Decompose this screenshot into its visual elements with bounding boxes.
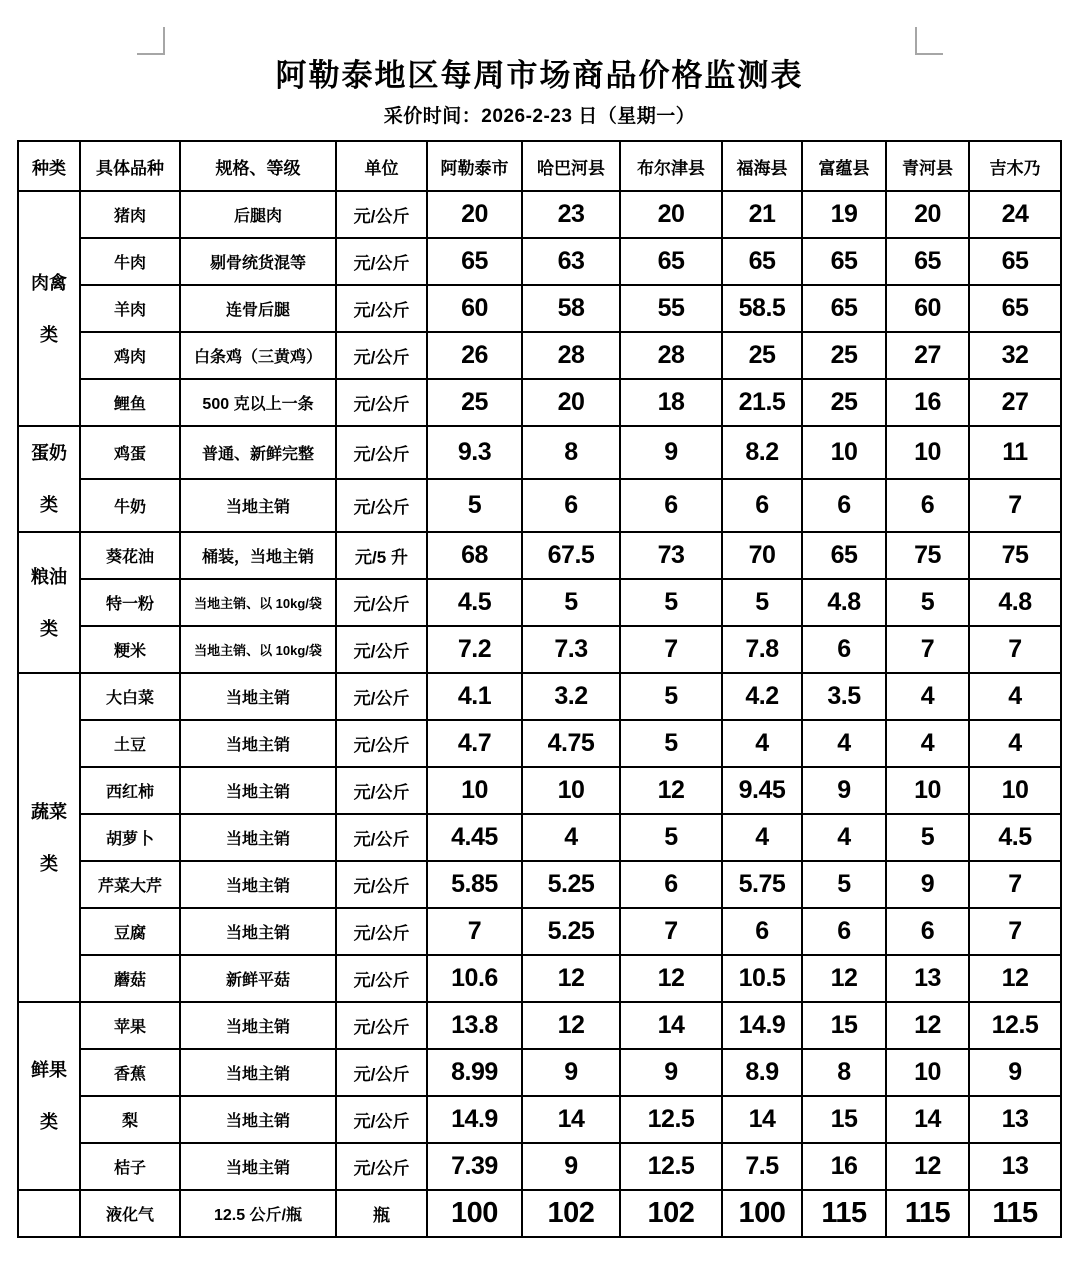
unit-cell: 瓶: [336, 1190, 427, 1237]
unit-cell: 元/公斤: [336, 1002, 427, 1049]
price-cell: 65: [620, 238, 722, 285]
category-line: 鲜果: [31, 1060, 67, 1080]
column-header: 规格、等级: [180, 141, 336, 191]
price-cell: 6: [802, 626, 886, 673]
item-name-cell: 胡萝卜: [80, 814, 180, 861]
price-cell: 9.45: [722, 767, 802, 814]
price-cell: 21.5: [722, 379, 802, 426]
price-cell: 115: [969, 1190, 1061, 1237]
column-header: 阿勒泰市: [427, 141, 522, 191]
category-line: 粮油: [31, 566, 67, 587]
price-cell: 3.5: [802, 673, 886, 720]
unit-cell: 元/5 升: [336, 532, 427, 579]
table-row: [18, 1049, 1061, 1096]
price-cell: 8: [802, 1049, 886, 1096]
price-cell: 4: [722, 720, 802, 767]
price-cell: 7: [620, 908, 722, 955]
price-cell: 115: [802, 1190, 886, 1237]
spec-cell: 连骨后腿: [180, 285, 336, 332]
price-cell: 4: [802, 814, 886, 861]
column-header: 青河县: [886, 141, 969, 191]
price-cell: 14: [522, 1096, 620, 1143]
table-row: [18, 238, 1061, 285]
price-cell: 75: [969, 532, 1061, 579]
price-cell: 4.75: [522, 720, 620, 767]
price-cell: 5.75: [722, 861, 802, 908]
category-cell: [18, 1190, 80, 1237]
category-line: 类: [40, 495, 58, 515]
price-cell: 10: [886, 1049, 969, 1096]
price-cell: 10: [886, 767, 969, 814]
price-cell: 5: [620, 579, 722, 626]
price-cell: 10: [969, 767, 1061, 814]
price-cell: 5: [886, 579, 969, 626]
table-row: [18, 191, 1061, 238]
category-cell: [18, 191, 80, 426]
price-cell: 7.2: [427, 626, 522, 673]
price-cell: 4: [802, 720, 886, 767]
price-cell: 25: [802, 379, 886, 426]
unit-cell: 元/公斤: [336, 955, 427, 1002]
item-name-cell: 葵花油: [80, 532, 180, 579]
item-name-cell: 粳米: [80, 626, 180, 673]
spec-cell: 500 克以上一条: [180, 379, 336, 426]
price-cell: 5.25: [522, 908, 620, 955]
unit-cell: 元/公斤: [336, 673, 427, 720]
table-row: [18, 673, 1061, 720]
price-cell: 4.5: [427, 579, 522, 626]
price-cell: 25: [802, 332, 886, 379]
category-cell: [18, 532, 80, 673]
item-name-cell: 苹果: [80, 1002, 180, 1049]
price-cell: 12.5: [620, 1096, 722, 1143]
price-cell: 14: [722, 1096, 802, 1143]
unit-cell: 元/公斤: [336, 426, 427, 479]
price-cell: 20: [427, 191, 522, 238]
price-cell: 24: [969, 191, 1061, 238]
price-table: [17, 140, 1062, 1238]
price-cell: 73: [620, 532, 722, 579]
price-cell: 12: [969, 955, 1061, 1002]
price-cell: 6: [802, 908, 886, 955]
column-header: 种类: [18, 141, 80, 191]
price-cell: 4: [969, 720, 1061, 767]
price-cell: 7.5: [722, 1143, 802, 1190]
price-cell: 4.2: [722, 673, 802, 720]
price-cell: 11: [969, 426, 1061, 479]
category-line: 类: [40, 324, 58, 345]
category-cell: [18, 426, 80, 532]
header-row: [18, 141, 1061, 191]
table-row: [18, 955, 1061, 1002]
price-cell: 12: [522, 955, 620, 1002]
price-cell: 7: [620, 626, 722, 673]
price-cell: 4: [886, 673, 969, 720]
price-cell: 13.8: [427, 1002, 522, 1049]
price-cell: 5: [886, 814, 969, 861]
price-cell: 21: [722, 191, 802, 238]
table-body: [18, 191, 1061, 1237]
spec-cell: 白条鸡（三黄鸡）: [180, 332, 336, 379]
price-cell: 12: [522, 1002, 620, 1049]
price-cell: 65: [969, 238, 1061, 285]
price-cell: 60: [427, 285, 522, 332]
price-cell: 10: [886, 426, 969, 479]
category-line: 蛋奶: [31, 443, 67, 463]
category-cell: [18, 673, 80, 1002]
price-cell: 6: [522, 479, 620, 532]
spec-cell: 当地主销: [180, 479, 336, 532]
unit-cell: 元/公斤: [336, 720, 427, 767]
column-header: 富蕴县: [802, 141, 886, 191]
price-cell: 75: [886, 532, 969, 579]
price-cell: 6: [620, 861, 722, 908]
price-cell: 9: [969, 1049, 1061, 1096]
price-cell: 18: [620, 379, 722, 426]
price-cell: 10: [522, 767, 620, 814]
price-cell: 13: [969, 1096, 1061, 1143]
item-name-cell: 芹菜大芹: [80, 861, 180, 908]
spec-cell: 当地主销: [180, 861, 336, 908]
unit-cell: 元/公斤: [336, 908, 427, 955]
price-cell: 7.8: [722, 626, 802, 673]
table-row: [18, 426, 1061, 479]
price-cell: 8.99: [427, 1049, 522, 1096]
price-cell: 100: [427, 1190, 522, 1237]
price-cell: 115: [886, 1190, 969, 1237]
price-cell: 9.3: [427, 426, 522, 479]
category-cell: [18, 1002, 80, 1190]
price-cell: 16: [802, 1143, 886, 1190]
spec-cell: 剔骨统货混等: [180, 238, 336, 285]
price-cell: 10.6: [427, 955, 522, 1002]
price-cell: 65: [802, 285, 886, 332]
table-row: [18, 1190, 1061, 1237]
table-row: [18, 1002, 1061, 1049]
price-cell: 14: [886, 1096, 969, 1143]
price-cell: 27: [969, 379, 1061, 426]
price-cell: 12.5: [969, 1002, 1061, 1049]
unit-cell: 元/公斤: [336, 1143, 427, 1190]
price-cell: 20: [886, 191, 969, 238]
item-name-cell: 梨: [80, 1096, 180, 1143]
spec-cell: 当地主销: [180, 908, 336, 955]
spec-cell: 桶装，当地主销: [180, 532, 336, 579]
price-cell: 63: [522, 238, 620, 285]
price-cell: 6: [802, 479, 886, 532]
price-cell: 5: [620, 720, 722, 767]
price-cell: 65: [427, 238, 522, 285]
price-cell: 26: [427, 332, 522, 379]
table-row: [18, 579, 1061, 626]
spec-cell: 当地主销: [180, 814, 336, 861]
price-cell: 15: [802, 1096, 886, 1143]
unit-cell: 元/公斤: [336, 767, 427, 814]
price-cell: 16: [886, 379, 969, 426]
price-cell: 4: [522, 814, 620, 861]
price-cell: 65: [802, 532, 886, 579]
price-cell: 20: [620, 191, 722, 238]
spec-cell: 后腿肉: [180, 191, 336, 238]
table-row: [18, 1096, 1061, 1143]
price-cell: 58.5: [722, 285, 802, 332]
price-cell: 25: [427, 379, 522, 426]
price-cell: 8.2: [722, 426, 802, 479]
table-row: [18, 285, 1061, 332]
price-cell: 9: [620, 426, 722, 479]
spec-cell: 当地主销: [180, 1002, 336, 1049]
price-cell: 12: [802, 955, 886, 1002]
price-cell: 23: [522, 191, 620, 238]
table-row: [18, 720, 1061, 767]
item-name-cell: 香蕉: [80, 1049, 180, 1096]
price-cell: 6: [722, 908, 802, 955]
price-cell: 5.85: [427, 861, 522, 908]
column-header: 单位: [336, 141, 427, 191]
item-name-cell: 豆腐: [80, 908, 180, 955]
price-cell: 4.7: [427, 720, 522, 767]
price-cell: 12: [620, 955, 722, 1002]
price-cell: 14: [620, 1002, 722, 1049]
price-cell: 5: [802, 861, 886, 908]
price-cell: 7: [886, 626, 969, 673]
price-cell: 7: [969, 861, 1061, 908]
unit-cell: 元/公斤: [336, 479, 427, 532]
price-cell: 9: [802, 767, 886, 814]
price-cell: 5: [522, 579, 620, 626]
price-cell: 6: [722, 479, 802, 532]
item-name-cell: 土豆: [80, 720, 180, 767]
spec-cell: 当地主销: [180, 673, 336, 720]
item-name-cell: 鲤鱼: [80, 379, 180, 426]
price-cell: 6: [886, 908, 969, 955]
page-title: 阿勒泰地区每周市场商品价格监测表: [275, 58, 804, 93]
price-cell: 58: [522, 285, 620, 332]
item-name-cell: 大白菜: [80, 673, 180, 720]
price-cell: 5: [620, 673, 722, 720]
price-cell: 67.5: [522, 532, 620, 579]
price-cell: 19: [802, 191, 886, 238]
unit-cell: 元/公斤: [336, 332, 427, 379]
item-name-cell: 液化气: [80, 1190, 180, 1237]
price-cell: 12.5: [620, 1143, 722, 1190]
price-cell: 3.2: [522, 673, 620, 720]
price-cell: 7.3: [522, 626, 620, 673]
table-row: [18, 767, 1061, 814]
table-row: [18, 1143, 1061, 1190]
table-row: [18, 861, 1061, 908]
price-cell: 13: [886, 955, 969, 1002]
price-cell: 8.9: [722, 1049, 802, 1096]
price-cell: 7.39: [427, 1143, 522, 1190]
price-cell: 4.45: [427, 814, 522, 861]
spec-cell: 普通、新鲜完整: [180, 426, 336, 479]
price-cell: 9: [620, 1049, 722, 1096]
price-cell: 14.9: [722, 1002, 802, 1049]
price-cell: 65: [802, 238, 886, 285]
item-name-cell: 西红柿: [80, 767, 180, 814]
price-cell: 12: [620, 767, 722, 814]
spec-cell: 当地主销: [180, 720, 336, 767]
unit-cell: 元/公斤: [336, 861, 427, 908]
price-cell: 4.8: [969, 579, 1061, 626]
price-cell: 7: [969, 908, 1061, 955]
column-header: 布尔津县: [620, 141, 722, 191]
table-row: [18, 908, 1061, 955]
category-line: 类: [40, 618, 58, 639]
item-name-cell: 羊肉: [80, 285, 180, 332]
price-cell: 6: [886, 479, 969, 532]
column-header: 哈巴河县: [522, 141, 620, 191]
item-name-cell: 鸡蛋: [80, 426, 180, 479]
price-cell: 4: [886, 720, 969, 767]
item-name-cell: 桔子: [80, 1143, 180, 1190]
price-cell: 9: [522, 1049, 620, 1096]
price-cell: 55: [620, 285, 722, 332]
price-cell: 25: [722, 332, 802, 379]
price-cell: 28: [620, 332, 722, 379]
item-name-cell: 鸡肉: [80, 332, 180, 379]
category-line: 类: [40, 1112, 58, 1132]
price-cell: 10.5: [722, 955, 802, 1002]
unit-cell: 元/公斤: [336, 814, 427, 861]
unit-cell: 元/公斤: [336, 285, 427, 332]
column-header: 吉木乃: [969, 141, 1061, 191]
price-cell: 5.25: [522, 861, 620, 908]
unit-cell: 元/公斤: [336, 191, 427, 238]
price-cell: 32: [969, 332, 1061, 379]
category-line: 类: [40, 853, 58, 874]
price-cell: 6: [620, 479, 722, 532]
spec-cell: 当地主销: [180, 1143, 336, 1190]
price-collection-date: 采价时间：2026-2-23 日（星期一）: [383, 106, 696, 127]
unit-cell: 元/公斤: [336, 579, 427, 626]
price-cell: 65: [969, 285, 1061, 332]
price-cell: 60: [886, 285, 969, 332]
price-cell: 20: [522, 379, 620, 426]
spec-cell: 当地主销、以 10kg/袋: [180, 626, 336, 673]
table-row: [18, 332, 1061, 379]
price-cell: 14.9: [427, 1096, 522, 1143]
price-cell: 100: [722, 1190, 802, 1237]
price-cell: 7: [427, 908, 522, 955]
price-cell: 4.8: [802, 579, 886, 626]
price-cell: 65: [722, 238, 802, 285]
unit-cell: 元/公斤: [336, 1096, 427, 1143]
spec-cell: 当地主销: [180, 767, 336, 814]
column-header: 具体品种: [80, 141, 180, 191]
price-cell: 27: [886, 332, 969, 379]
price-cell: 70: [722, 532, 802, 579]
price-cell: 13: [969, 1143, 1061, 1190]
item-name-cell: 蘑菇: [80, 955, 180, 1002]
price-cell: 102: [620, 1190, 722, 1237]
item-name-cell: 牛肉: [80, 238, 180, 285]
price-cell: 15: [802, 1002, 886, 1049]
column-header: 福海县: [722, 141, 802, 191]
category-line: 蔬菜: [31, 801, 67, 822]
price-cell: 7: [969, 479, 1061, 532]
item-name-cell: 特一粉: [80, 579, 180, 626]
price-cell: 65: [886, 238, 969, 285]
spec-cell: 12.5 公斤/瓶: [180, 1190, 336, 1237]
item-name-cell: 牛奶: [80, 479, 180, 532]
item-name-cell: 猪肉: [80, 191, 180, 238]
unit-cell: 元/公斤: [336, 238, 427, 285]
price-cell: 5: [722, 579, 802, 626]
price-cell: 7: [969, 626, 1061, 673]
price-cell: 68: [427, 532, 522, 579]
price-cell: 5: [620, 814, 722, 861]
price-cell: 9: [886, 861, 969, 908]
unit-cell: 元/公斤: [336, 379, 427, 426]
spec-cell: 新鲜平菇: [180, 955, 336, 1002]
spec-cell: 当地主销: [180, 1049, 336, 1096]
spec-cell: 当地主销: [180, 1096, 336, 1143]
category-line: 肉禽: [31, 272, 67, 293]
table-row: [18, 814, 1061, 861]
price-cell: 102: [522, 1190, 620, 1237]
price-cell: 28: [522, 332, 620, 379]
table-row: [18, 626, 1061, 673]
price-cell: 8: [522, 426, 620, 479]
price-cell: 10: [802, 426, 886, 479]
price-cell: 4.5: [969, 814, 1061, 861]
price-cell: 4: [969, 673, 1061, 720]
price-cell: 5: [427, 479, 522, 532]
price-cell: 4: [722, 814, 802, 861]
price-cell: 4.1: [427, 673, 522, 720]
table-row: [18, 532, 1061, 579]
price-cell: 10: [427, 767, 522, 814]
price-cell: 12: [886, 1143, 969, 1190]
spec-cell: 当地主销、以 10kg/袋: [180, 579, 336, 626]
unit-cell: 元/公斤: [336, 1049, 427, 1096]
table-row: [18, 479, 1061, 532]
unit-cell: 元/公斤: [336, 626, 427, 673]
table-row: [18, 379, 1061, 426]
price-cell: 9: [522, 1143, 620, 1190]
price-cell: 12: [886, 1002, 969, 1049]
